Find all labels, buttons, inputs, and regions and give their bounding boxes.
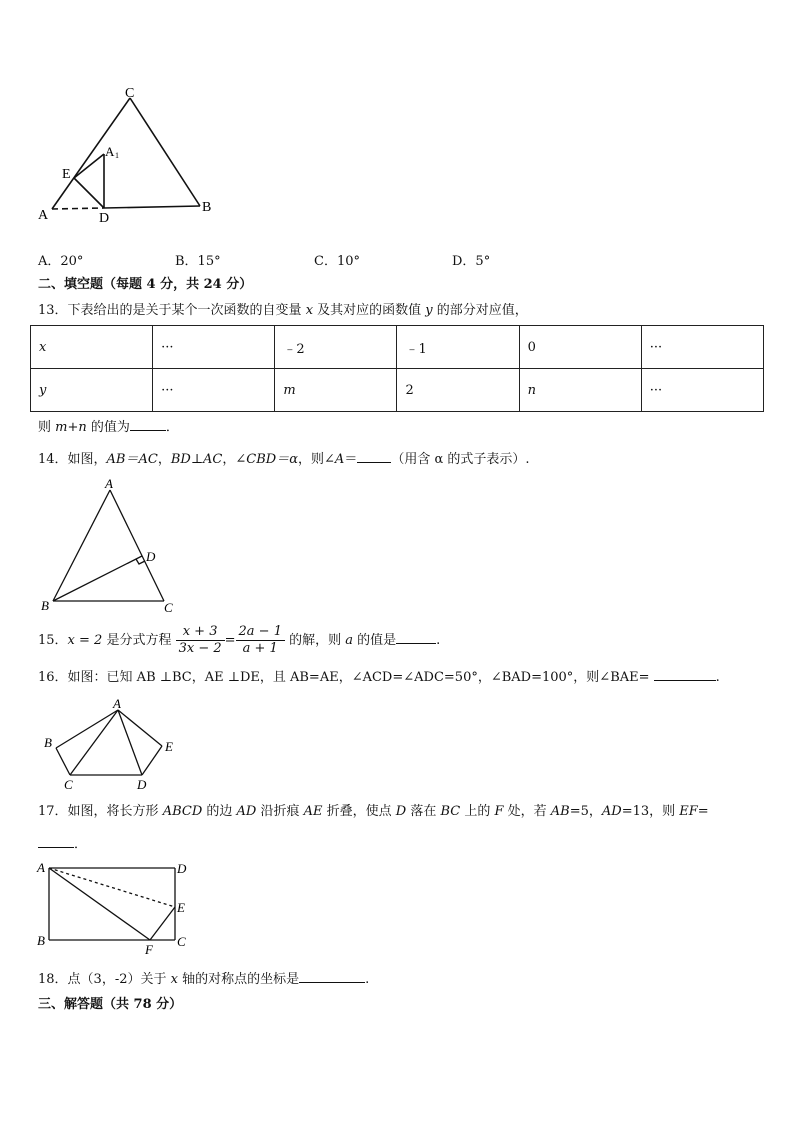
q14-cond2: BD⊥AC [170,452,223,467]
fraction-right-numerator: 2a − 1 [236,624,285,641]
q17-var: D [395,804,407,819]
answer-blank [38,835,74,848]
q13-answer-before: 则 [38,420,56,435]
choice-a: A．20° [38,254,84,269]
label-e: E [165,739,173,754]
q17-var: AB [550,804,570,819]
table-cell: 0 [519,326,641,369]
q15-after: 的解，则 [284,633,346,648]
q17-var: AE [303,804,323,819]
question-13-stem [38,302,528,320]
q13-answer-after: 的值为 [86,420,130,435]
section-title-fill-blank: 二、填空题（每题 4 分，共 24 分） [38,277,253,292]
label-a1: A [105,144,115,159]
label-a: A [38,208,49,223]
q15-var: a [345,633,353,648]
q13-stem-before: 13．下表给出的是关于某个一次函数的自变量 [38,303,306,318]
table-cell: ··· [641,369,763,412]
label-e: E [62,167,71,182]
question-17-blank-line [38,835,87,854]
q14-sep1: ， [157,452,171,467]
q15-eq: = [224,633,236,648]
label-a: A [105,476,113,491]
q17-text: 沿折痕 [256,804,304,819]
answer-blank [130,418,166,431]
q17-var: EF [679,804,698,819]
q17-text: =5， [569,804,602,819]
q15-num: 15． [38,633,68,648]
table-cell: ﹣2 [275,326,397,369]
label-a: A [113,696,121,711]
label-b: B [202,200,212,215]
answer-blank [654,668,716,681]
label-b: B [44,735,52,750]
label-c: C [177,934,186,949]
q13-var-y: y [425,303,433,318]
q13-answer-end: ． [165,420,179,435]
q17-text: 17．如图，将长方形 [38,804,163,819]
q17-text: 落在 [406,804,441,819]
label-c: C [64,777,73,792]
q15-cond: x = 2 [67,633,103,648]
q16-stop: . [715,670,720,685]
label-a: A [37,860,45,875]
question-18 [38,970,369,989]
q14-ask: ，则∠ [298,452,335,467]
choice-d: D．5° [452,254,491,269]
label-d: D [177,861,187,876]
fraction-left-denominator: 3x − 2 [178,641,222,656]
question-14 [38,450,530,469]
q17-stop: ． [74,837,88,852]
q17-var: BC [440,804,461,819]
table-cell: m [275,369,397,412]
figure-rectangle-fold [34,856,204,956]
table-row [31,369,764,412]
q14-cond1: AB＝AC [106,452,158,467]
q17-text: = [697,804,709,819]
label-c: C [164,600,173,615]
q15-stop: . [436,633,441,648]
q13-var-x: x [305,303,314,318]
q18-t2: 轴的对称点的坐标是 [177,972,300,987]
table-cell: ﹣1 [397,326,519,369]
fraction-left-numerator: x + 3 [176,624,225,641]
q16-text: 16．如图：已知 AB ⊥BC，AE ⊥DE，且 AB=AE，∠ACD=∠ADC=50°，∠BAD=100°，则∠BAE= [38,670,654,685]
question-16 [38,668,720,687]
value-table [30,325,764,412]
q13-answer-expr: m+n [55,420,87,435]
q13-stem-after: 的部分对应值， [432,303,528,318]
label-d: D [99,211,110,226]
choice-c: C．10° [314,254,360,269]
label-c: C [125,86,135,101]
table-cell: ··· [153,369,275,412]
figure-triangle-fold [30,80,230,230]
label-f: F [145,942,153,956]
q17-text: 处，若 [503,804,551,819]
table-cell: x [31,326,153,369]
answer-blank [299,970,365,983]
q17-text: 的边 [202,804,237,819]
q14-note: （用含 α 的式子表示）. [391,452,530,467]
choice-b: B．15° [175,254,221,269]
table-cell: ··· [641,326,763,369]
q15-end: 的值是 [353,633,397,648]
q17-text: =13，则 [621,804,680,819]
label-b: B [37,933,45,948]
q17-var: F [494,804,504,819]
q17-text: 折叠，使点 [322,804,396,819]
fraction-left [176,624,225,657]
table-row [31,326,764,369]
fraction-right [236,624,285,657]
section-title-solve: 三、解答题（共 78 分） [38,997,183,1012]
q17-var: AD [236,804,257,819]
q18-t1: 18．点（3，-2）关于 [38,972,171,987]
q14-ask-eq: ＝ [344,452,358,467]
label-d: D [146,549,156,564]
label-d: D [137,777,147,792]
q17-var: ABCD [162,804,203,819]
q18-stop: . [365,972,370,987]
q14-sep2: ， [222,452,236,467]
question-13-answer [38,418,179,437]
q13-stem-mid: 及其对应的函数值 [313,303,426,318]
q18-var: x [170,972,178,987]
table-cell: 2 [397,369,519,412]
table-cell: ··· [153,326,275,369]
label-a1-sub: 1 [115,151,119,160]
label-e: E [177,900,185,915]
q17-var: AD [601,804,622,819]
table-cell: n [519,369,641,412]
label-b: B [41,598,49,613]
question-15 [38,622,440,660]
q15-mid: 是分式方程 [102,633,176,648]
q14-ask-var: A [334,452,345,467]
q17-text: 上的 [460,804,495,819]
answer-blank [396,631,436,644]
question-17 [38,803,709,821]
q14-num: 14．如图， [38,452,107,467]
figure-isosceles-triangle [36,476,186,616]
figure-pentagon [40,696,190,794]
q14-cond3: ∠CBD＝α [235,452,299,467]
table-cell: y [31,369,153,412]
fraction-right-denominator: a + 1 [242,641,278,656]
answer-blank [357,450,391,463]
